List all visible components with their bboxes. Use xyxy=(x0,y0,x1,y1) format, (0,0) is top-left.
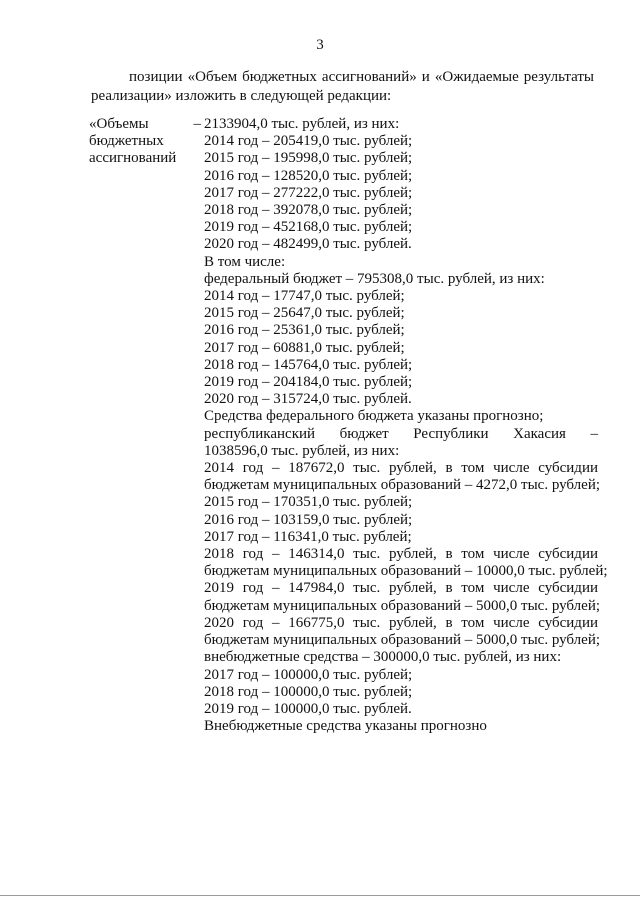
federal-year-line: 2018 год – 145764,0 тыс. рублей; xyxy=(204,356,413,373)
budget-content-column xyxy=(204,116,608,735)
republic-year-line: 2015 год – 170351,0 тыс. рублей; xyxy=(204,494,413,511)
total-year-line: 2018 год – 392078,0 тыс. рублей; xyxy=(204,202,413,219)
republic-year-line: 2016 год – 103159,0 тыс. рублей; xyxy=(204,511,413,528)
federal-budget-total: федеральный бюджет – 795308,0 тыс. рублей, из них: xyxy=(204,270,545,287)
republic-2020-line-1: 2020 год – 166775,0 тыс. рублей, в том числе субсидии xyxy=(204,614,598,631)
federal-year-line: 2017 год – 60881,0 тыс. рублей; xyxy=(204,339,405,356)
offbudget-total: внебюджетные средства – 300000,0 тыс. рублей, из них: xyxy=(204,649,562,666)
offbudget-forecast-note: Внебюджетные средства указаны прогнозно xyxy=(204,718,487,735)
label-line-1: «Объемы xyxy=(89,116,149,132)
republic-budget-total-line-2: 1038596,0 тыс. рублей, из них: xyxy=(204,442,400,459)
label-dash: – xyxy=(193,116,201,132)
republic-2020-line-2: бюджетам муниципальных образований – 5000,0 тыс. рублей; xyxy=(204,632,601,649)
page-bottom-edge xyxy=(0,895,640,896)
federal-year-line: 2014 год – 17747,0 тыс. рублей; xyxy=(204,288,405,305)
total-year-line: 2015 год – 195998,0 тыс. рублей; xyxy=(204,150,413,167)
federal-year-line: 2020 год – 315724,0 тыс. рублей. xyxy=(204,391,412,408)
federal-forecast-note: Средства федерального бюджета указаны прогнозно; xyxy=(204,408,544,425)
total-year-line: 2014 год – 205419,0 тыс. рублей; xyxy=(204,133,413,150)
total-year-line: 2017 год – 277222,0 тыс. рублей; xyxy=(204,184,413,201)
republic-2018-line-2: бюджетам муниципальных образований – 10000,0 тыс. рублей; xyxy=(204,563,608,580)
intro-line-1: позиции «Объем бюджетных ассигнований» и «Ожидаемые результаты xyxy=(129,69,594,85)
total-year-line: 2016 год – 128520,0 тыс. рублей; xyxy=(204,167,413,184)
label-line-3: ассигнований xyxy=(89,150,177,167)
total-amount: 2133904,0 тыс. рублей, из них: xyxy=(204,116,400,132)
intro-line-2: реализации» изложить в следующей редакции: xyxy=(91,88,392,104)
republic-2014-line-2: бюджетам муниципальных образований – 4272,0 тыс. рублей; xyxy=(204,477,601,494)
total-year-line: 2019 год – 452168,0 тыс. рублей; xyxy=(204,219,413,236)
label-line-2: бюджетных xyxy=(89,133,164,150)
republic-2019-line-1: 2019 год – 147984,0 тыс. рублей, в том числе субсидии xyxy=(204,580,598,597)
federal-year-line: 2019 год – 204184,0 тыс. рублей; xyxy=(204,374,413,391)
federal-year-line: 2016 год – 25361,0 тыс. рублей; xyxy=(204,322,405,339)
budget-label-column xyxy=(89,116,201,168)
offbudget-year-line: 2018 год – 100000,0 тыс. рублей; xyxy=(204,683,413,700)
republic-2019-line-2: бюджетам муниципальных образований – 5000,0 тыс. рублей; xyxy=(204,597,601,614)
page-number: 3 xyxy=(316,37,324,53)
offbudget-year-line: 2019 год – 100000,0 тыс. рублей. xyxy=(204,700,412,717)
offbudget-year-line: 2017 год – 100000,0 тыс. рублей; xyxy=(204,666,413,683)
in-that-number-label: В том числе: xyxy=(204,253,286,270)
republic-budget-total-line-1: республиканский бюджет Республики Хакасия – xyxy=(204,425,598,442)
intro-paragraph xyxy=(91,68,594,106)
total-year-line: 2020 год – 482499,0 тыс. рублей. xyxy=(204,236,412,253)
republic-2018-line-1: 2018 год – 146314,0 тыс. рублей, в том числе субсидии xyxy=(204,546,598,563)
federal-year-line: 2015 год – 25647,0 тыс. рублей; xyxy=(204,305,405,322)
republic-2014-line-1: 2014 год – 187672,0 тыс. рублей, в том числе субсидии xyxy=(204,460,598,477)
republic-year-line: 2017 год – 116341,0 тыс. рублей; xyxy=(204,528,412,545)
